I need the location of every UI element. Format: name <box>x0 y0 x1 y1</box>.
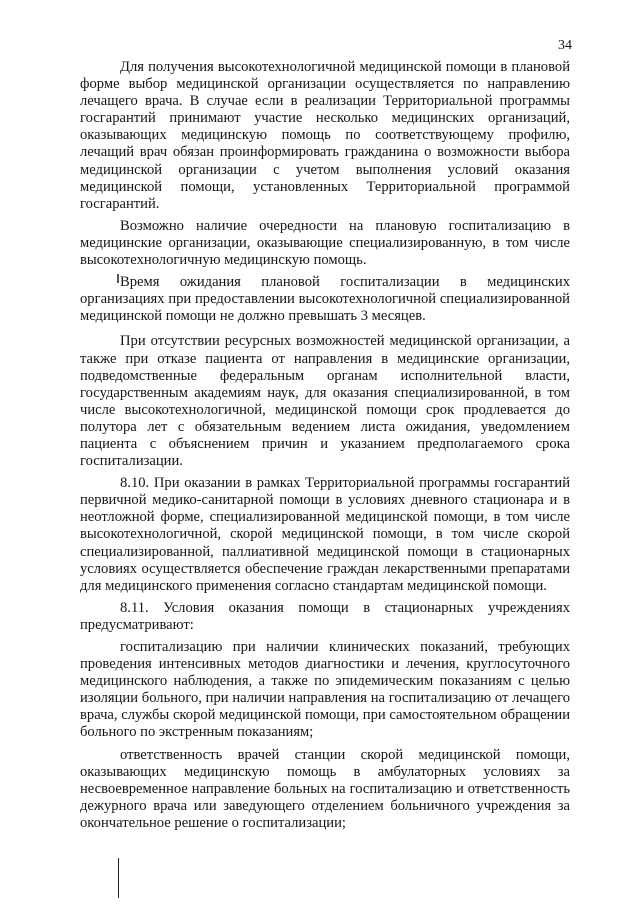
paragraph-queue: Возможно наличие очередности на плановую госпитализацию в медицинские организации, оказывающие специализированную, в том числе высокотехнологичную медицинскую помощь. <box>80 217 570 269</box>
paragraph-resource-absence: При отсутствии ресурсных возможностей медицинской организации, а также при отказе пациента от направления в медицинские организации, подведомственные федеральным органам исполнительной власти, государственным академиям наук, для оказания специализированной, в том числе высокотехнологичной, медицинской помощи срок продлевается до полутора лет с обязательным ведением листа ожидания, уведомлением пациента с объяснением причин и указанием предполагаемого срока госпитализации. <box>80 333 570 470</box>
paragraph-hospitalization: госпитализацию при наличии клинических показаний, требующих проведения интенсивных методов диагностики и лечения, круглосуточного медицинского наблюдения, а также по эпидемическим показаниям с целью изоляции больного, при наличии направления на госпитализацию от лечащего врача, службы скорой медицинской помощи, при самостоятельном обращении больного по экстренным показаниям; <box>80 639 570 741</box>
margin-tick-mark <box>117 274 119 283</box>
paragraph-hightech-referral: Для получения высокотехнологичной медицинской помощи в плановой форме выбор медицинской организации осуществляется по направлению лечащего врача. В случае если в реализации Территориальной программы госгарантий принимают участие несколько медицинских организаций, оказывающих медицинскую помощь по соответствующему профилю, лечащий врач обязан проинформировать гражданина о возможности выбора медицинской организации с учетом выполнения условий оказания медицинской помощи, установленных Территориальной программой госгарантий. <box>80 59 570 212</box>
paragraph-waiting-time: Время ожидания плановой госпитализации в медицинских организациях при предоставлении высокотехнологичной специализированной медицинской помощи не должно превышать 3 месяцев. <box>80 274 570 325</box>
paragraph-responsibility: ответственность врачей станции скорой медицинской помощи, оказывающих медицинскую помощь в амбулаторных условиях за несвоевременное направление больных на госпитализацию и ответственность дежурного врача или заведующего отделением больничного учреждения за окончательное решение о госпитализации; <box>80 746 570 831</box>
paragraph-8-11: 8.11. Условия оказания помощи в стационарных учреждениях предусматривают: <box>80 599 570 633</box>
paragraph-8-10: 8.10. При оказании в рамках Территориальной программы госгарантий первичной медико-санитарной помощи в условиях дневного стационара и в неотложной форме, специализированной медицинской помощи, в том числе высокотехнологичной, скорой медицинской помощи, в том числе скорой специализированной, паллиативной медицинской помощи в стационарных условиях осуществляется обеспечение граждан лекарственными препаратами для медицинского применения согласно стандартам медицинской помощи. <box>80 475 570 594</box>
document-body <box>80 59 570 832</box>
page-number: 34 <box>558 38 572 53</box>
margin-scan-mark <box>118 858 119 898</box>
